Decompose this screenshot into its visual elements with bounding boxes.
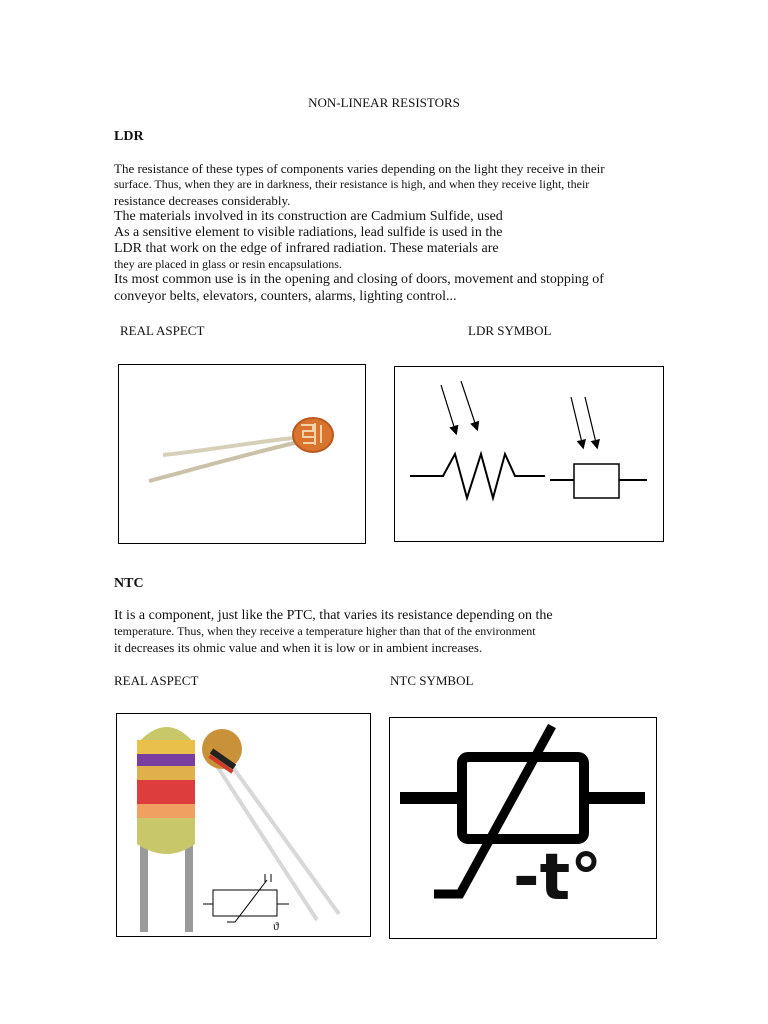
ldr-text-line: surface. Thus, when they are in darkness, their resistance is high, and when they receive light, their <box>114 177 590 191</box>
ldr-heading: LDR <box>114 129 144 144</box>
ntc-temperature-label: -t° <box>513 841 603 915</box>
ldr-photo-frame <box>118 364 366 544</box>
ldr-symbol-diagram <box>395 367 663 541</box>
ldr-text-line: they are placed in glass or resin encapsulations. <box>114 257 342 271</box>
ldr-text-line: The materials involved in its construction are Cadmium Sulfide, used <box>114 209 503 224</box>
ldr-text-line: resistance decreases considerably. <box>114 193 291 208</box>
ntc-photo-illustration <box>117 714 370 936</box>
ldr-text-line: The resistance of these types of components varies depending on the light they receive in their <box>114 161 605 176</box>
ntc-real-aspect-caption: REAL ASPECT <box>114 673 199 688</box>
ldr-real-aspect-caption: REAL ASPECT <box>120 323 205 338</box>
ntc-symbol-frame <box>389 717 657 939</box>
ntc-text-line: it decreases its ohmic value and when it is low or in ambient increases. <box>114 640 483 655</box>
ntc-text-line: It is a component, just like the PTC, that varies its resistance depending on the <box>114 608 553 623</box>
ntc-mini-symbol <box>203 874 289 922</box>
ldr-text-line: LDR that work on the edge of infrared radiation. These materials are <box>114 241 499 256</box>
ntc-text-line: temperature. Thus, when they receive a temperature higher than that of the environment <box>114 624 536 638</box>
ldr-text-line: As a sensitive element to visible radiations, lead sulfide is used in the <box>114 225 503 240</box>
ldr-symbol-caption: LDR SYMBOL <box>468 323 552 338</box>
ldr-zigzag-symbol <box>410 381 545 498</box>
ldr-symbol-frame <box>394 366 664 542</box>
ntc-mini-symbol-label: ϑ <box>273 919 279 933</box>
ldr-photo-illustration <box>119 365 365 543</box>
ldr-text-line: Its most common use is in the opening and closing of doors, movement and stopping of <box>114 272 604 287</box>
ntc-symbol-caption: NTC SYMBOL <box>390 673 474 688</box>
page-title: NON-LINEAR RESISTORS <box>308 95 460 110</box>
ldr-text-line: conveyor belts, elevators, counters, alarms, lighting control... <box>114 289 457 304</box>
ntc-photo-frame <box>116 713 371 937</box>
ntc-heading: NTC <box>114 576 144 591</box>
ldr-rectangle-symbol <box>550 397 647 498</box>
